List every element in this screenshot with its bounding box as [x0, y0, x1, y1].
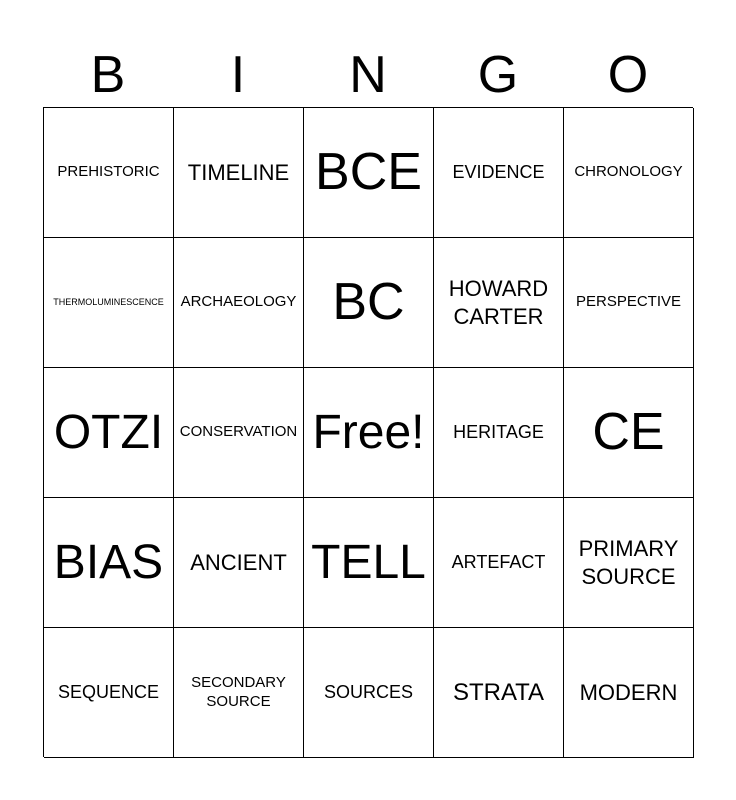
- header-letter-b: B: [90, 46, 126, 104]
- bingo-cell[interactable]: [44, 628, 174, 758]
- cell-label: ARTEFACT: [451, 552, 546, 573]
- cell-label: OTZI: [53, 405, 164, 459]
- bingo-cell[interactable]: [44, 108, 174, 238]
- cell-label: SECONDARY SOURCE: [191, 673, 286, 710]
- cell-label: ANCIENT: [190, 549, 287, 575]
- bingo-cell[interactable]: [174, 498, 304, 628]
- cell-label: BCE: [315, 143, 422, 201]
- bingo-cell[interactable]: [304, 498, 434, 628]
- cell-label: CHRONOLOGY: [574, 163, 683, 181]
- bingo-cell[interactable]: [174, 108, 304, 238]
- cell-label: BIAS: [53, 535, 164, 589]
- bingo-board: [43, 107, 693, 757]
- header-letter-g: G: [477, 46, 519, 104]
- bingo-cell[interactable]: [304, 108, 434, 238]
- cell-label: CE: [592, 403, 665, 461]
- bingo-cell[interactable]: [304, 368, 434, 498]
- cell-label: HERITAGE: [453, 422, 544, 443]
- header-letter-o: O: [607, 46, 649, 104]
- bingo-cell[interactable]: [434, 368, 564, 498]
- cell-label: Free!: [312, 405, 425, 459]
- cell-label: MODERN: [579, 679, 678, 705]
- bingo-cell[interactable]: [44, 368, 174, 498]
- bingo-cell[interactable]: [564, 498, 694, 628]
- cell-label: STRATA: [452, 678, 545, 706]
- bingo-cell[interactable]: [44, 238, 174, 368]
- cell-label: SEQUENCE: [57, 682, 160, 703]
- header-letter-n: N: [349, 46, 387, 104]
- cell-label: TELL: [311, 535, 426, 589]
- bingo-cell[interactable]: [564, 628, 694, 758]
- cell-label: CONSERVATION: [179, 423, 298, 441]
- cell-label: THERMOLUMINESCENCE: [53, 296, 164, 307]
- bingo-cell[interactable]: [174, 368, 304, 498]
- cell-label: SOURCES: [323, 682, 413, 703]
- bingo-cell[interactable]: [174, 238, 304, 368]
- bingo-cell[interactable]: [564, 238, 694, 368]
- cell-label: ARCHAEOLOGY: [180, 293, 297, 311]
- cell-label: PREHISTORIC: [57, 163, 160, 181]
- cell-label: BC: [332, 273, 405, 331]
- cell-label: PRIMARY SOURCE: [578, 536, 679, 589]
- cell-label: HOWARD CARTER: [448, 276, 549, 329]
- bingo-header: [43, 42, 693, 108]
- bingo-cell[interactable]: [174, 628, 304, 758]
- cell-label: PERSPECTIVE: [575, 293, 682, 311]
- bingo-cell[interactable]: [434, 628, 564, 758]
- bingo-cell[interactable]: [304, 628, 434, 758]
- bingo-cell[interactable]: [434, 108, 564, 238]
- bingo-cell[interactable]: [564, 108, 694, 238]
- bingo-cell[interactable]: [564, 368, 694, 498]
- header-letter-i: I: [230, 46, 246, 104]
- bingo-cell[interactable]: [44, 498, 174, 628]
- bingo-cell[interactable]: [434, 498, 564, 628]
- cell-label: EVIDENCE: [452, 162, 545, 183]
- bingo-cell[interactable]: [304, 238, 434, 368]
- cell-label: TIMELINE: [187, 159, 290, 185]
- bingo-cell[interactable]: [434, 238, 564, 368]
